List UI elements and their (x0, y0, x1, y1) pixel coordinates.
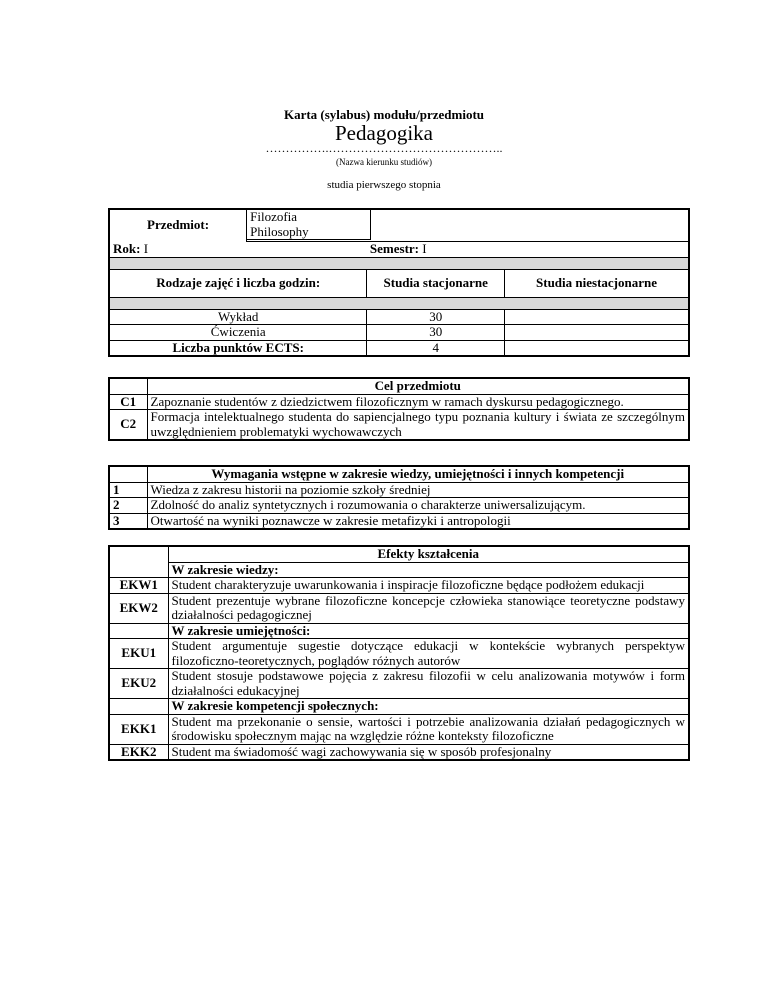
study-level: studia pierwszego stopnia (327, 179, 441, 191)
outcome-code: EKK1 (109, 714, 168, 744)
class-type: Ćwiczenia (109, 325, 367, 341)
outcome-text: Student ma świadomość wagi zachowywania się w sposób profesjonalny (168, 744, 689, 760)
prerequisites-title: Wymagania wstępne w zakresie wiedzy, umiejętności i innych kompetencji (147, 466, 689, 482)
col-full-time: Studia stacjonarne (367, 269, 505, 297)
hours-full: 30 (367, 309, 505, 325)
types-label: Rodzaje zajęć i liczba godzin: (109, 269, 367, 297)
field-caption: (Nazwa kierunku studiów) (336, 157, 432, 167)
goal-code: C2 (109, 410, 147, 441)
skills-heading: W zakresie umiejętności: (168, 623, 689, 639)
outcome-text: Student charakteryzuje uwarunkowania i inspiracje filozoficzne będące podłożem edukacji (168, 578, 689, 594)
hours-full: 30 (367, 325, 505, 341)
year-cell (109, 241, 367, 257)
prereq-code: 2 (109, 498, 147, 514)
prereq-code: 1 (109, 482, 147, 498)
table-row (109, 482, 689, 498)
gray-separator (109, 257, 689, 269)
table-row (109, 309, 689, 325)
prereq-text: Wiedza z zakresu historii na poziomie szkoły średniej (147, 482, 689, 498)
subject-table (108, 208, 690, 357)
table-row (109, 325, 689, 341)
course-name: Pedagogika (335, 121, 433, 145)
table-row (109, 639, 689, 669)
outcomes-title: Efekty kształcenia (168, 546, 689, 562)
subject-label: Przedmiot: (109, 209, 247, 241)
prereq-text: Zdolność do analiz syntetycznych i rozumowania o charakterze uniwersalizującym. (147, 498, 689, 514)
table-row (109, 410, 689, 441)
outcomes-table (108, 545, 690, 761)
table-row (109, 744, 689, 760)
hours-part (505, 309, 689, 325)
ects-part (505, 340, 689, 356)
col-part-time: Studia niestacjonarne (505, 269, 689, 297)
ects-full: 4 (367, 340, 505, 356)
document-title: Karta (sylabus) modułu/przedmiotu (283, 107, 485, 122)
outcome-code: EKW2 (109, 593, 168, 623)
table-row (109, 714, 689, 744)
outcome-text: Student argumentuje sugestie dotyczące edukacji w kontekście wybranych perspektyw filozoficzno-teoretycznych, poglądów różnych autorów (168, 639, 689, 669)
outcome-text: Student ma przekonanie o sensie, wartości i potrzebie analizowania działań pedagogicznych w środowisku społecznym mając na względzie różne konteksty filozoficzne (168, 714, 689, 744)
semester-cell (367, 241, 689, 257)
prerequisites-table (108, 465, 690, 530)
outcome-code: EKK2 (109, 744, 168, 760)
table-row (109, 498, 689, 514)
hours-part (505, 325, 689, 341)
dotted-line: …………….…………………………………….. (265, 141, 503, 155)
year-value: I (143, 240, 149, 256)
outcome-code: EKW1 (109, 578, 168, 594)
table-row (109, 669, 689, 699)
outcome-code: EKU1 (109, 639, 168, 669)
table-row (109, 394, 689, 410)
subject-name-en: Philosophy (250, 223, 309, 239)
outcome-text: Student prezentuje wybrane filozoficzne koncepcje człowieka stanowiące teoretyczne podstawy działalności pedagogicznej (168, 593, 689, 623)
table-row (109, 340, 689, 356)
subject-name-pl: Filozofia (250, 209, 298, 224)
outcome-code: EKU2 (109, 669, 168, 699)
outcome-text: Student stosuje podstawowe pojęcia z zakresu filozofii w celu analizowania motywów i form działalności edukacyjnej (168, 669, 689, 699)
goals-table (108, 377, 690, 441)
class-type: Wykład (109, 309, 367, 325)
table-row (109, 578, 689, 594)
subject-names (247, 210, 371, 240)
prereq-code: 3 (109, 513, 147, 529)
social-heading: W zakresie kompetencji społecznych: (168, 699, 689, 715)
goal-text: Zapoznanie studentów z dziedzictwem filozoficznym w ramach dyskursu pedagogicznego. (147, 394, 689, 410)
semester-label: Semestr: (369, 240, 419, 256)
year-label: Rok: (113, 240, 141, 256)
table-row (109, 513, 689, 529)
gray-separator (109, 297, 689, 309)
semester-value: I (422, 240, 427, 256)
goal-code: C1 (109, 394, 147, 410)
prereq-text: Otwartość na wyniki poznawcze w zakresie metafizyki i antropologii (147, 513, 689, 529)
ects-label: Liczba punktów ECTS: (109, 340, 367, 356)
goal-text: Formacja intelektualnego studenta do sapiencjalnego typu poznania kultury i świata ze szczególnym uwzględnieniem problematyki wychowawczych (147, 410, 689, 441)
goals-title: Cel przedmiotu (147, 378, 689, 394)
knowledge-heading: W zakresie wiedzy: (168, 562, 689, 578)
table-row (109, 593, 689, 623)
